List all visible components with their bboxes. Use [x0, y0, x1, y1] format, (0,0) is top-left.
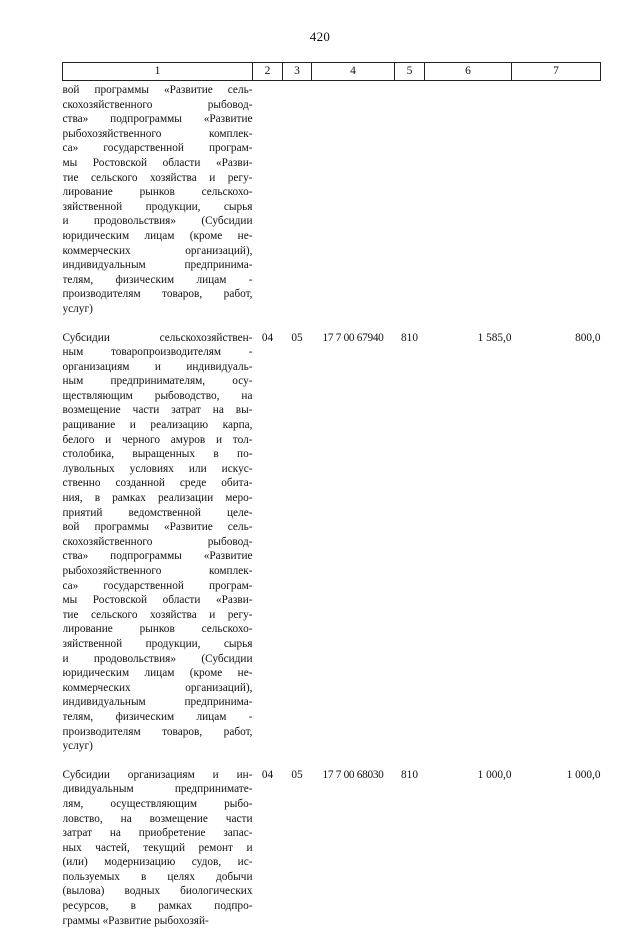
description-line: зяйственной продукции, сырья [63, 637, 253, 652]
table-row [63, 329, 601, 754]
subsection-code-cell: 05 [283, 766, 312, 928]
row-spacer-cell [63, 317, 601, 329]
description-line: рыбохозяйственного комплек- [63, 127, 253, 142]
description-line: скохозяйственного рыбовод- [63, 535, 253, 550]
description-line: скохозяйственного рыбовод- [63, 98, 253, 113]
expense-type-cell: 810 [395, 766, 425, 928]
description-line: ственно созданной среде обита- [63, 476, 253, 491]
description-line: Субсидии организациям и ин- [63, 768, 253, 783]
description-line: телям, физическим лицам - [63, 273, 253, 288]
description-line: вой программы «Развитие сель- [63, 83, 253, 98]
description-line: индивидуальным предпринима- [63, 258, 253, 273]
section-code-cell [253, 81, 283, 317]
column-header-2: 2 [253, 63, 283, 81]
column-header-4: 4 [312, 63, 395, 81]
table-header-row [63, 63, 601, 81]
description-line: тие сельского хозяйства и регу- [63, 608, 253, 623]
expense-type-cell [395, 81, 425, 317]
table-body [63, 81, 601, 928]
row-spacer-cell [63, 754, 601, 766]
description-line: и продовольствия» (Субсидии [63, 214, 253, 229]
expense-type-cell: 810 [395, 329, 425, 754]
row-spacer [63, 754, 601, 766]
amount-year-1-cell: 1 000,0 [425, 766, 512, 928]
description-line: ловство, на возмещение части [63, 812, 253, 827]
description-line: коммерческих организаций), [63, 244, 253, 259]
description-line: са» государственной програм- [63, 141, 253, 156]
amount-year-2-cell [512, 81, 601, 317]
description-line: лувольных условиях или искус- [63, 462, 253, 477]
target-article-cell: 17 7 00 67940 [312, 329, 395, 754]
description-line: ния, в рамках реализации меро- [63, 491, 253, 506]
description-line: мы Ростовской области «Разви- [63, 593, 253, 608]
column-header-5: 5 [395, 63, 425, 81]
description-line: ным предпринимателям, осу- [63, 374, 253, 389]
description-line: белого и черного амуров и тол- [63, 433, 253, 448]
page-number: 420 [0, 29, 640, 45]
description-cell [63, 329, 253, 754]
description-line: коммерческих организаций), [63, 681, 253, 696]
description-line: вой программы «Развитие сель- [63, 520, 253, 535]
target-article-cell [312, 81, 395, 317]
description-line: дивидуальным предпринимате- [63, 782, 253, 797]
description-line: ных частей, текущий ремонт и [63, 841, 253, 856]
column-header-7: 7 [512, 63, 601, 81]
description-line: и продовольствия» (Субсидии [63, 652, 253, 667]
description-line: приятий ведомственной целе- [63, 506, 253, 521]
subsection-code-cell [283, 81, 312, 317]
description-line: организациям и индивидуаль- [63, 360, 253, 375]
description-line: граммы «Развитие рыбохозяй- [63, 914, 253, 928]
description-line: возмещение части затрат на вы- [63, 403, 253, 418]
section-code-cell: 04 [253, 329, 283, 754]
amount-year-2-cell: 800,0 [512, 329, 601, 754]
section-code-cell: 04 [253, 766, 283, 928]
description-line: тие сельского хозяйства и регу- [63, 171, 253, 186]
description-line: столобика, выращенных в по- [63, 447, 253, 462]
description-line: услуг) [63, 739, 253, 754]
amount-year-1-cell: 1 585,0 [425, 329, 512, 754]
description-line: услуг) [63, 302, 253, 317]
description-line: мы Ростовской области «Разви- [63, 156, 253, 171]
description-line: телям, физическим лицам - [63, 710, 253, 725]
description-line: ным товаропроизводителям - [63, 345, 253, 360]
description-line: юридическим лицам (кроме не- [63, 666, 253, 681]
description-line: лирование рынков сельскохо- [63, 185, 253, 200]
description-line: ства» подпрограммы «Развитие [63, 549, 253, 564]
description-cell [63, 81, 253, 317]
table-row [63, 81, 601, 317]
description-line: Субсидии сельскохозяйствен- [63, 331, 253, 346]
description-line: (вылова) водных биологических [63, 884, 253, 899]
budget-table [62, 62, 601, 928]
description-line: ресурсов, в рамках подпро- [63, 899, 253, 914]
row-spacer [63, 317, 601, 329]
description-line: лирование рынков сельскохо- [63, 622, 253, 637]
description-line: производителям товаров, работ, [63, 287, 253, 302]
description-line: производителям товаров, работ, [63, 725, 253, 740]
amount-year-1-cell [425, 81, 512, 317]
description-line: затрат на приобретение запас- [63, 826, 253, 841]
column-header-6: 6 [425, 63, 512, 81]
target-article-cell: 17 7 00 68030 [312, 766, 395, 928]
table-row [63, 766, 601, 928]
amount-year-2-cell: 1 000,0 [512, 766, 601, 928]
description-line: ства» подпрограммы «Развитие [63, 112, 253, 127]
description-line: юридическим лицам (кроме не- [63, 229, 253, 244]
description-line: индивидуальным предпринима- [63, 695, 253, 710]
description-line: лям, осуществляющим рыбо- [63, 797, 253, 812]
description-line: са» государственной програм- [63, 579, 253, 594]
column-header-3: 3 [283, 63, 312, 81]
subsection-code-cell: 05 [283, 329, 312, 754]
description-line: пользуемых в целях добычи [63, 870, 253, 885]
description-line: (или) модернизацию судов, ис- [63, 855, 253, 870]
description-line: зяйственной продукции, сырья [63, 200, 253, 215]
description-cell [63, 766, 253, 928]
description-line: ращивание и реализацию карпа, [63, 418, 253, 433]
description-line: ществляющим рыбоводство, на [63, 389, 253, 404]
description-line: рыбохозяйственного комплек- [63, 564, 253, 579]
column-header-1: 1 [63, 63, 253, 81]
